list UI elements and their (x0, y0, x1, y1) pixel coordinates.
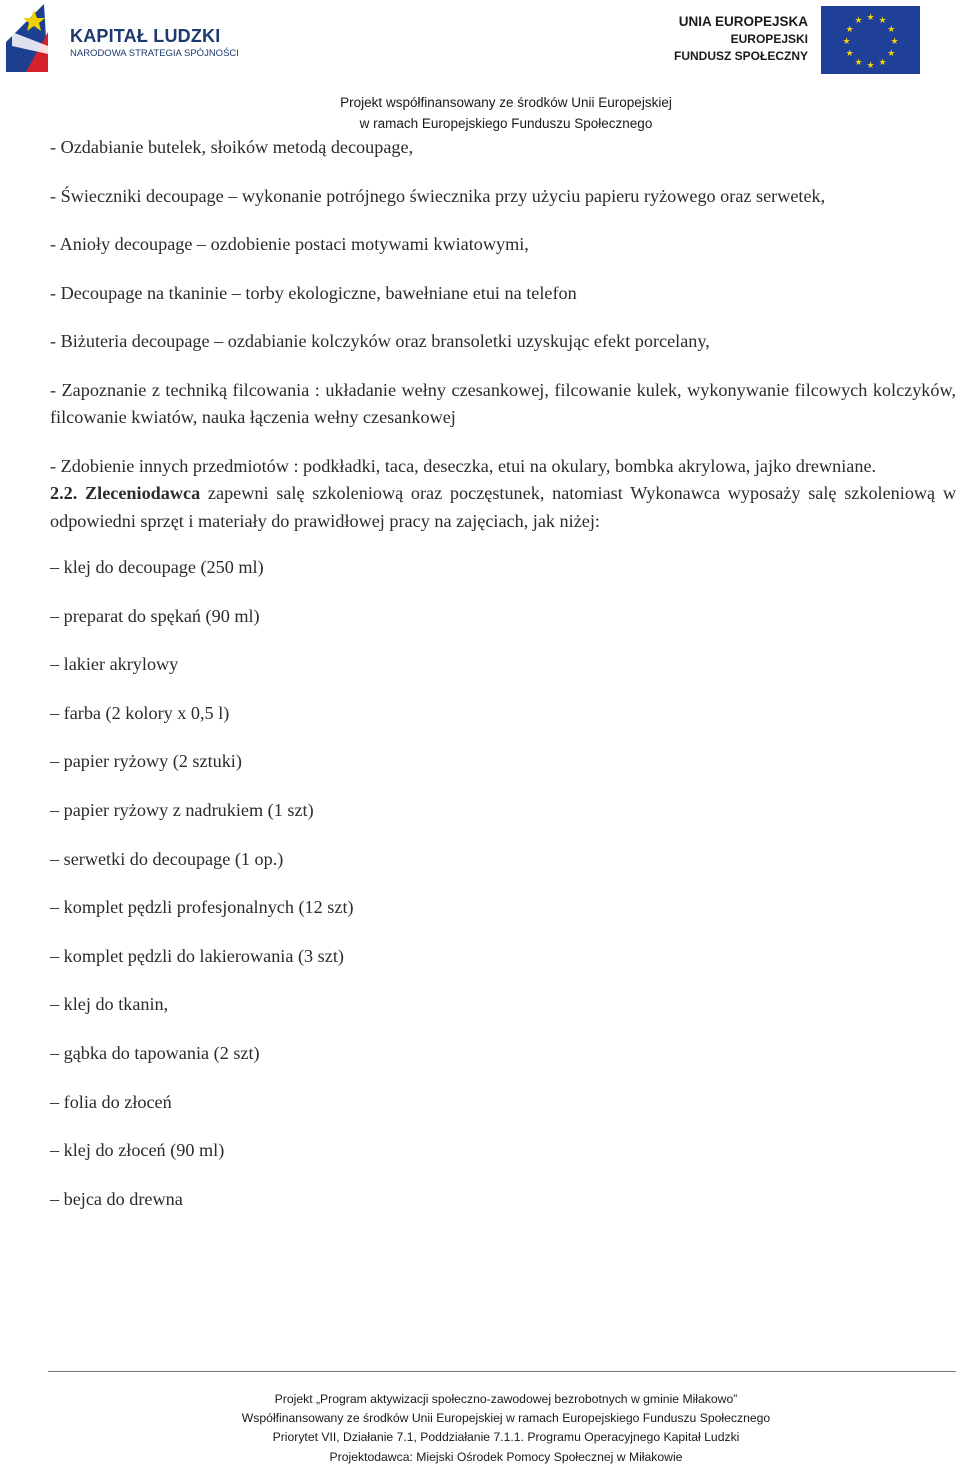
eu-subtitle-2: FUNDUSZ SPOŁECZNY (673, 49, 808, 63)
svg-text:★: ★ (890, 37, 899, 47)
kapital-ludzki-subtitle: NARODOWA STRATEGIA SPÓJNOŚCI (70, 48, 239, 59)
list-item: – bejca do drewna (50, 1188, 183, 1209)
footer-line-2: Współfinansowany ze środków Unii Europejskiej w ramach Europejskiego Funduszu Społecznego (241, 1411, 771, 1426)
list-item: – klej do decoupage (250 ml) (50, 557, 264, 577)
list-item: – komplet pędzli profesjonalnych (12 szt) (50, 897, 354, 918)
svg-text:★: ★ (854, 16, 863, 27)
list-item: – klej do tkanin, (50, 994, 169, 1015)
list-item: – lakier akrylowy (50, 654, 179, 675)
eu-logo (660, 4, 920, 74)
cofinancing-line-2: w ramach Europejskiego Funduszu Społecznego (359, 116, 653, 131)
footer-line-3: Priorytet VII, Działanie 7.1, Poddziałanie 7.1.1. Programu Operacyjnego Kapitał Ludzki (272, 1430, 740, 1445)
paragraph-other-items: - Zdobienie innych przedmiotów : podkładki, taca, deseczka, etui na okulary, bombka akrylowa, jajko drewniane. (50, 455, 877, 476)
kapital-ludzki-emblem-icon (4, 2, 64, 74)
paragraph-fabric: - Decoupage na tkaninie – torby ekologiczne, bawełniane etui na telefon (50, 282, 577, 303)
page-footer (0, 1390, 960, 1467)
list-item: – klej do złoceń (90 ml) (50, 1140, 225, 1161)
section-2-2 (50, 480, 956, 535)
svg-text:★: ★ (845, 49, 854, 59)
cofinancing-note (0, 92, 960, 134)
section-bold-word: Zleceniodawca (85, 483, 201, 503)
paragraph-felting: - Zapoznanie z techniką filcowania : układanie wełny czesankowej, filcowanie kulek, wykonywanie filcowych kolczyków, filcowanie kwiatów, nauka łączenia wełny czesankowej (50, 379, 956, 427)
list-item: – folia do złoceń (50, 1091, 172, 1112)
svg-text:★: ★ (866, 13, 875, 23)
paragraph-jewelry: - Biżuteria decoupage – ozdabianie kolczyków oraz bransoletki uzyskując efekt porcelany, (50, 331, 710, 351)
list-item: – papier ryżowy (2 sztuki) (50, 751, 242, 772)
kapital-ludzki-title: KAPITAŁ LUDZKI (70, 26, 221, 46)
document-body (50, 134, 956, 1234)
footer-line-1: Projekt „Program aktywizacji społeczno-zawodowej bezrobotnych w gminie Miłakowo” (274, 1392, 738, 1406)
section-text: zapewni salę szkoleniową oraz poczęstunek, natomiast Wykonawca wyposaży salę szkoleniową w odpowiedni sprzęt i materiały do prawidłowej pracy na zajęciach, jak niżej: (50, 483, 956, 531)
cofinancing-line-1: Projekt współfinansowany ze środków Unii Europejskiej (340, 95, 672, 110)
paragraph-bottles: - Ozdabianie butelek, słoików metodą decoupage, (50, 137, 414, 157)
list-item: – farba (2 kolory x 0,5 l) (50, 702, 230, 723)
svg-text:★: ★ (842, 37, 851, 47)
svg-text:★: ★ (845, 25, 854, 35)
eu-subtitle-1: EUROPEJSKI (730, 32, 808, 46)
list-item: – serwetki do decoupage (1 op.) (50, 848, 284, 869)
footer-divider (48, 1371, 956, 1372)
list-item: – papier ryżowy z nadrukiem (1 szt) (50, 799, 314, 820)
paragraph-angels: - Anioły decoupage – ozdobienie postaci motywami kwiatowymi, (50, 234, 529, 254)
paragraph-candlesticks: - Świeczniki decoupage – wykonanie potrójnego świecznika przy użyciu papieru ryżowego oraz serwetek, (50, 185, 826, 206)
svg-text:★: ★ (878, 16, 887, 27)
eu-title: UNIA EUROPEJSKA (678, 14, 808, 29)
page-header (0, 0, 960, 138)
svg-text:★: ★ (854, 57, 863, 68)
list-item: – preparat do spękań (90 ml) (50, 605, 260, 626)
eu-flag-icon (821, 6, 920, 74)
list-item: – komplet pędzli do lakierowania (3 szt) (50, 945, 344, 966)
list-item: – gąbka do tapowania (2 szt) (50, 1042, 260, 1063)
materials-list (50, 554, 956, 1234)
svg-text:★: ★ (887, 25, 896, 35)
svg-text:★: ★ (878, 57, 887, 68)
svg-text:★: ★ (887, 49, 896, 59)
section-number: 2.2. (50, 483, 78, 503)
footer-line-4: Projektodawca: Miejski Ośrodek Pomocy Społecznej w Miłakowie (329, 1449, 683, 1464)
kapital-ludzki-logo (4, 2, 244, 74)
svg-text:★: ★ (866, 61, 875, 71)
